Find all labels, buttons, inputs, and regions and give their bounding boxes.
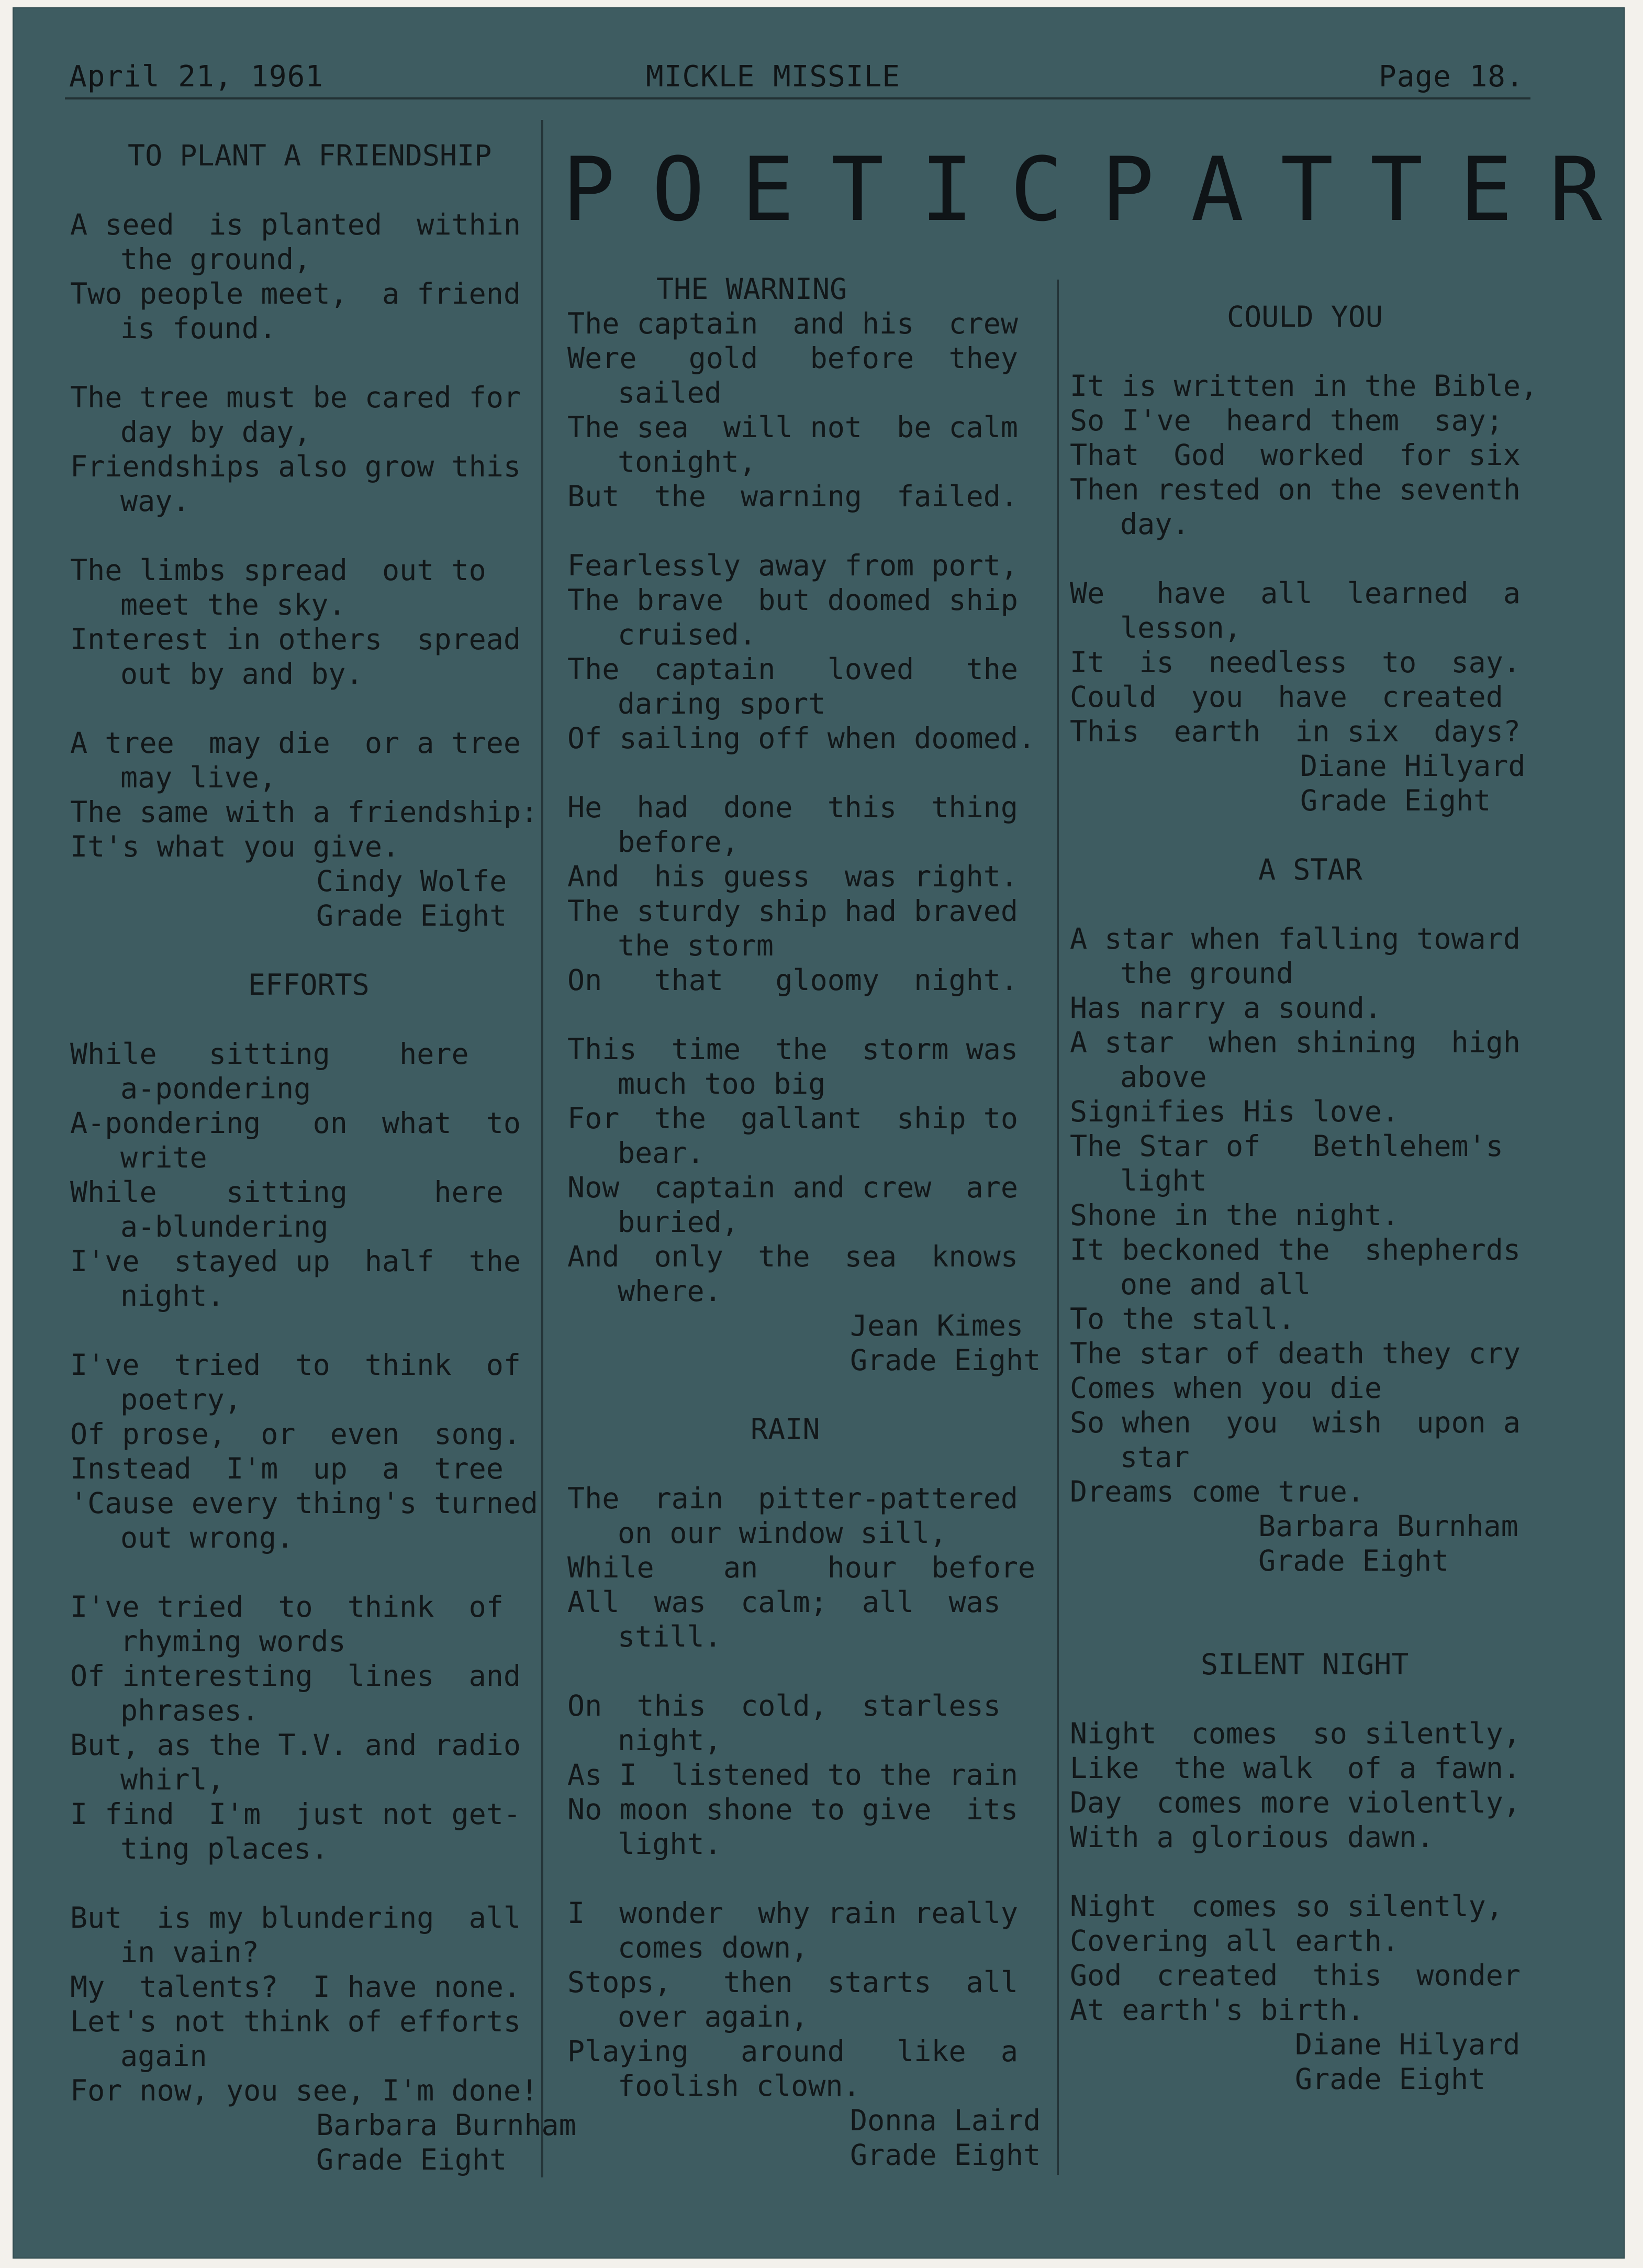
- poem-line: day.: [1120, 507, 1190, 541]
- column-divider-left: [541, 120, 543, 2177]
- poem-line: He had done this thing: [567, 791, 1018, 824]
- column-right: [1070, 299, 1562, 2096]
- poem-line: Of interesting lines and: [70, 1659, 521, 1693]
- spacer: [567, 1654, 1054, 1688]
- poem-line: on our window sill,: [618, 1516, 947, 1550]
- poem-line: rhyming words: [120, 1625, 346, 1658]
- poem-line: light.: [618, 1827, 722, 1861]
- poem-line: still.: [618, 1620, 722, 1653]
- poem-line: out by and by.: [120, 657, 363, 691]
- issue-date: April 21, 1961: [69, 60, 324, 94]
- poem-title: A STAR: [1258, 853, 1362, 886]
- poem-line: much too big: [618, 1067, 826, 1100]
- poem-line: For now, you see, I'm done!: [70, 2074, 539, 2107]
- poem-line: And only the sea knows: [567, 1240, 1018, 1273]
- poem-line: I find I'm just not get-: [70, 1797, 521, 1831]
- column-middle: [567, 272, 1054, 2172]
- poem-line: I've stayed up half the: [70, 1244, 521, 1278]
- spacer: [70, 933, 531, 968]
- poem-line: a-blundering: [120, 1210, 329, 1243]
- poem-line: bear.: [618, 1136, 705, 1170]
- header-rule: [65, 97, 1530, 99]
- poem-line: daring sport: [618, 687, 826, 720]
- poem-line: On this cold, starless: [567, 1689, 1001, 1722]
- spacer: [1070, 818, 1562, 852]
- poem-grade: Grade Eight: [1300, 784, 1491, 817]
- poem-title: TO PLANT A FRIENDSHIP: [128, 139, 492, 172]
- spacer: [567, 1377, 1054, 1412]
- poem-line: The sea will not be calm: [567, 410, 1018, 444]
- poem-line: in vain?: [120, 1936, 259, 1969]
- poem-line: Night comes so silently,: [1070, 1889, 1503, 1923]
- spacer: [567, 1861, 1054, 1896]
- poem-line: The star of death they cry: [1070, 1337, 1521, 1370]
- poem-line: comes down,: [618, 1931, 809, 1964]
- poem-line: While an hour before: [567, 1551, 1036, 1584]
- poem-line: That God worked for six: [1070, 438, 1521, 472]
- poem-line: The same with a friendship:: [70, 795, 539, 829]
- poem-line: ting places.: [120, 1832, 329, 1865]
- poem-line: God created this wonder: [1070, 1959, 1521, 1992]
- poem-author: Jean Kimes: [850, 1309, 1024, 1342]
- poem-line: I've tried to think of: [70, 1348, 521, 1382]
- poem-line: day by day,: [120, 415, 311, 449]
- poem-grade: Grade Eight: [316, 899, 507, 932]
- poem-line: the ground: [1120, 957, 1294, 990]
- poem-line: This time the storm was: [567, 1032, 1018, 1066]
- poem-line: the ground,: [120, 242, 311, 276]
- poem-author: Diane Hilyard: [1295, 2028, 1521, 2061]
- poem-line: My talents? I have none.: [70, 1970, 521, 2004]
- poem-line: It is needless to say.: [1070, 646, 1521, 679]
- poem-line: Dreams come true.: [1070, 1475, 1365, 1508]
- poem-line: The brave but doomed ship: [567, 583, 1018, 617]
- poem-line: I've tried to think of: [70, 1590, 504, 1624]
- poem-line: It is written in the Bible,: [1070, 369, 1538, 403]
- poem-line: I wonder why rain really: [567, 1896, 1018, 1930]
- spacer: [1070, 1854, 1562, 1889]
- newspaper-page: [13, 7, 1639, 2259]
- poem-line: Friendships also grow this: [70, 450, 521, 483]
- poem-line: Two people meet, a friend: [70, 277, 521, 310]
- spacer: [70, 1313, 531, 1348]
- spacer: [1070, 334, 1562, 369]
- poem-line: over again,: [618, 2000, 809, 2033]
- poem-author: Diane Hilyard: [1300, 749, 1526, 783]
- spacer: [70, 173, 531, 207]
- poem-line: Of sailing off when doomed.: [567, 721, 1036, 755]
- poem-line: The captain and his crew: [567, 307, 1018, 340]
- poem-line: A star when shining high: [1070, 1026, 1521, 1059]
- spacer: [567, 755, 1054, 790]
- poem-line: meet the sky.: [120, 588, 346, 621]
- poem-line: Let's not think of efforts: [70, 2005, 521, 2038]
- poem-grade: Grade Eight: [316, 2143, 507, 2176]
- poem-line: buried,: [618, 1205, 739, 1239]
- spacer: [567, 514, 1054, 548]
- column-divider-right: [1057, 280, 1059, 2175]
- poem-line: one and all: [1120, 1268, 1311, 1301]
- poem-line: All was calm; all was: [567, 1585, 1001, 1619]
- poem-line: So I've heard them say;: [1070, 404, 1503, 437]
- poem-line: But, as the T.V. and radio: [70, 1728, 521, 1762]
- spacer: [70, 518, 531, 553]
- poem-line: Were gold before they: [567, 341, 1018, 375]
- poem-line: Night comes so silently,: [1070, 1717, 1521, 1750]
- poem-line: The limbs spread out to: [70, 553, 486, 587]
- poem-grade: Grade Eight: [1295, 2062, 1486, 2096]
- poem-line: It's what you give.: [70, 830, 400, 863]
- poem-line: A tree may die or a tree: [70, 726, 521, 760]
- poem-line: before,: [618, 825, 739, 859]
- poem-line: Stops, then starts all: [567, 1965, 1018, 1999]
- poem-line: But the warning failed.: [567, 480, 1018, 513]
- spacer: [567, 1447, 1054, 1481]
- poem-line: The rain pitter-pattered: [567, 1482, 1018, 1515]
- poem-line: The captain loved the: [567, 652, 1018, 686]
- poem-line: Instead I'm up a tree: [70, 1452, 504, 1485]
- column-left: [70, 138, 576, 2177]
- spacer: [567, 997, 1054, 1032]
- poem-line: Playing around like a: [567, 2034, 1018, 2068]
- masthead-patter: PATTER: [1101, 138, 1639, 241]
- poem-line: is found.: [120, 312, 277, 345]
- poem-line: tonight,: [618, 445, 756, 479]
- poem-title: EFFORTS: [248, 968, 370, 1002]
- poem-line: light: [1120, 1164, 1207, 1197]
- poem-line: the storm: [618, 929, 774, 962]
- poem-line: For the gallant ship to: [567, 1102, 1018, 1135]
- poem-line: Comes when you die: [1070, 1371, 1382, 1405]
- poem-line: Shone in the night.: [1070, 1198, 1400, 1232]
- poem-line: Signifies His love.: [1070, 1095, 1400, 1128]
- poem-line: poetry,: [120, 1383, 242, 1416]
- poem-grade: Grade Eight: [850, 1343, 1041, 1377]
- poem-line: While sitting here: [70, 1037, 469, 1071]
- poem-line: 'Cause every thing's turned: [70, 1486, 539, 1520]
- poem-author: Donna Laird: [850, 2104, 1041, 2137]
- poem-line: Like the walk of a fawn.: [1070, 1751, 1521, 1785]
- poem-line: way.: [120, 484, 190, 518]
- poem-line: As I listened to the rain: [567, 1758, 1018, 1792]
- poem-line: where.: [618, 1274, 722, 1308]
- poem-title: SILENT NIGHT: [1201, 1648, 1409, 1681]
- poem-line: And his guess was right.: [567, 860, 1018, 893]
- spacer: [1070, 1682, 1562, 1716]
- poem-line: On that gloomy night.: [567, 963, 1018, 997]
- page-number: Page 18.: [1379, 60, 1524, 94]
- poem-line: night,: [618, 1724, 722, 1757]
- poem-line: A seed is planted within: [70, 208, 521, 241]
- poem-line: night.: [120, 1279, 225, 1313]
- spacer: [70, 1002, 531, 1037]
- poem-line: A-pondering on what to: [70, 1106, 521, 1140]
- poem-line: out wrong.: [120, 1521, 294, 1554]
- poem-line: But is my blundering all: [70, 1901, 521, 1935]
- poem-line: We have all learned a: [1070, 576, 1521, 610]
- poem-line: Has narry a sound.: [1070, 991, 1382, 1025]
- poem-line: Covering all earth.: [1070, 1924, 1400, 1958]
- poem-line: The tree must be cared for: [70, 381, 521, 414]
- poem-line: Day comes more violently,: [1070, 1786, 1521, 1819]
- poem-line: may live,: [120, 761, 277, 794]
- poem-line: The Star of Bethlehem's: [1070, 1129, 1503, 1163]
- poem-line: Now captain and crew are: [567, 1171, 1018, 1204]
- poem-line: a-pondering: [120, 1072, 311, 1105]
- spacer: [70, 346, 531, 380]
- poem-title: RAIN: [751, 1413, 820, 1446]
- poem-line: foolish clown.: [618, 2069, 860, 2103]
- poem-line: write: [120, 1141, 207, 1174]
- poem-grade: Grade Eight: [850, 2138, 1041, 2172]
- poem-line: sailed: [618, 376, 722, 409]
- poem-line: This earth in six days?: [1070, 715, 1521, 748]
- spacer: [1070, 541, 1562, 576]
- poem-line: The sturdy ship had braved: [567, 894, 1018, 928]
- spacer: [1070, 887, 1562, 921]
- poem-title: COULD YOU: [1227, 300, 1383, 333]
- poem-author: Barbara Burnham: [316, 2108, 576, 2142]
- spacer: [70, 1555, 531, 1589]
- poem-line: Of prose, or even song.: [70, 1417, 521, 1451]
- poem-line: While sitting here: [70, 1175, 504, 1209]
- poem-line: again: [120, 2039, 207, 2073]
- spacer: [1070, 1578, 1562, 1613]
- poem-author: Barbara Burnham: [1258, 1509, 1518, 1543]
- poem-line: To the stall.: [1070, 1302, 1295, 1336]
- masthead-poetic: POETIC: [562, 138, 1100, 241]
- poem-author: Cindy Wolfe: [316, 864, 507, 898]
- poem-title: THE WARNING: [656, 272, 847, 306]
- poem-line: Interest in others spread: [70, 622, 521, 656]
- poem-line: star: [1120, 1440, 1190, 1474]
- poem-line: Fearlessly away from port,: [567, 549, 1018, 582]
- poem-line: Then rested on the seventh: [1070, 473, 1521, 506]
- poem-line: At earth's birth.: [1070, 1993, 1365, 2027]
- poem-line: It beckoned the shepherds: [1070, 1233, 1521, 1266]
- poem-line: So when you wish upon a: [1070, 1406, 1521, 1439]
- spacer: [70, 691, 531, 726]
- poem-grade: Grade Eight: [1258, 1544, 1449, 1577]
- poem-line: A star when falling toward: [1070, 922, 1521, 955]
- spacer: [1070, 1613, 1562, 1647]
- poem-line: lesson,: [1120, 611, 1242, 644]
- poem-line: above: [1120, 1060, 1207, 1094]
- spacer: [70, 1866, 531, 1900]
- poem-line: cruised.: [618, 618, 756, 651]
- poem-line: Could you have created: [1070, 680, 1503, 714]
- poem-line: phrases.: [120, 1694, 259, 1727]
- poem-line: With a glorious dawn.: [1070, 1820, 1434, 1854]
- poem-line: whirl,: [120, 1763, 225, 1796]
- publication-name: MICKLE MISSILE: [646, 60, 901, 94]
- poem-line: No moon shone to give its: [567, 1793, 1018, 1826]
